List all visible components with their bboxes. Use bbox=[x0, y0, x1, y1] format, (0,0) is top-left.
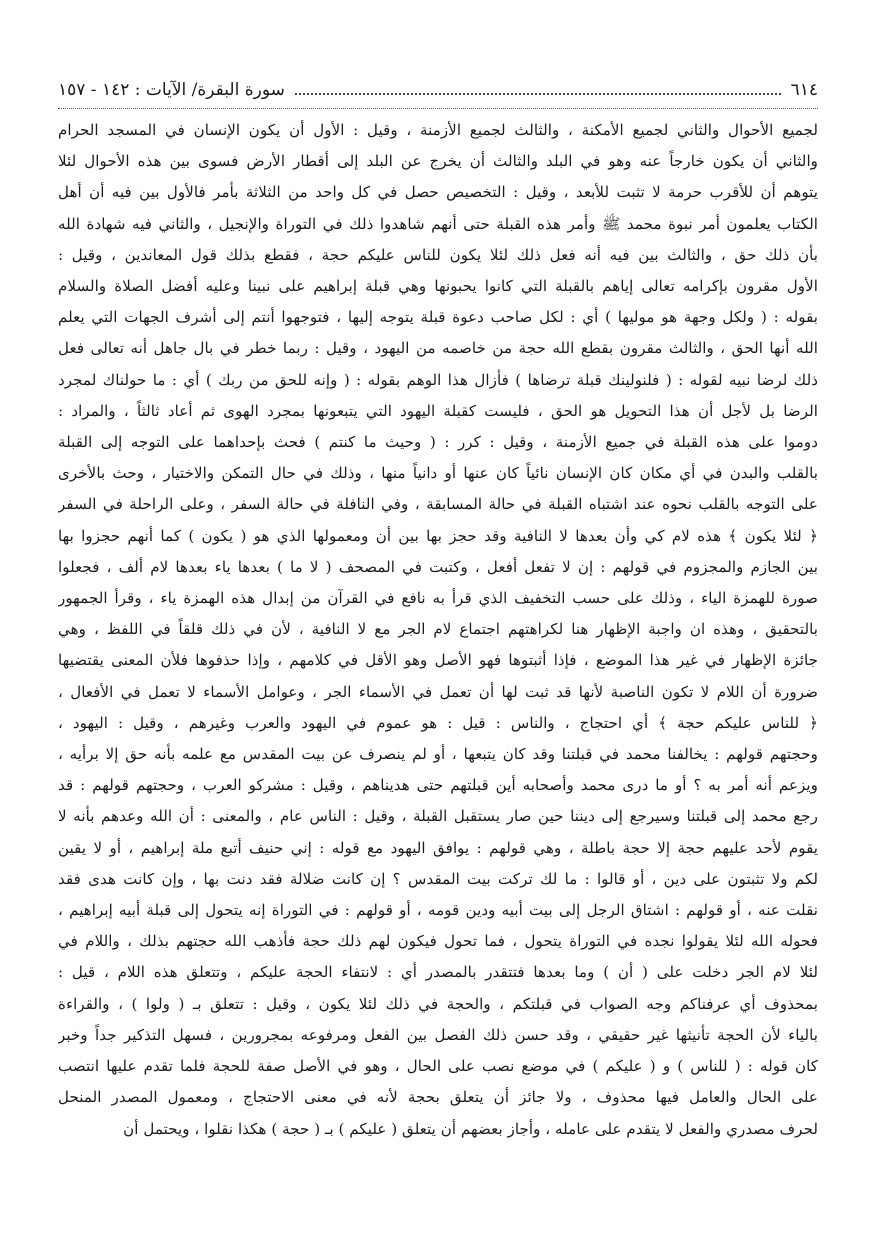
text-line: بالتحقيق ، وهذه ان واجبة الإظهار هنا لكراهتهم اجتماع لام الجر مع لا النافية ، لأن في ذلك قلقاً في اللفظ ، وهي bbox=[58, 620, 818, 639]
text-line: رجع محمد إلى قبلتنا وسيرجع إلى ديننا حين صار يستقبل القبلة ، وقيل : الناس عام ، والمعنى : أن الله وعدهم بأنه لا bbox=[58, 807, 818, 826]
text-line: بمحذوف أي عرفناكم وجه الصواب في قبلتكم ، والحجة في ذلك لئلا يكون ، وقيل : تتعلق بـ ( ولوا ) ، والقراءة bbox=[58, 994, 818, 1013]
text-line: ضرورة أن اللام لا تكون الناصبة لأنها قد ثبت لها أن تعمل في الأسماء الجر ، وعوامل الأسماء لا تعمل في الأفعال ، bbox=[58, 682, 818, 701]
text-line: بأن ذلك حق ، والثالث بين فيه أنه فعل ذلك لئلا يكون للناس عليكم حجة ، فقطع بذلك قول المعاندين ، وقيل : bbox=[58, 245, 818, 264]
text-line: لكم ولا تثبتون على دين ، أو قالوا : ما لك تركت بيت المقدس ؟ إن كانت ضلالة فقد دنت بها ، وإن كانت هدى فقد bbox=[58, 869, 818, 888]
text-line: فحوله الله لئلا يقولوا نجده في التوراة يتحول ، فما تحول فيكون لهم ذلك حجة فأذهب الله حجتهم بذلك ، واللام في bbox=[58, 932, 818, 951]
body-text bbox=[58, 115, 818, 1145]
text-line: الرضا بل لأجل أن هذا التحويل هو الحق ، فليست كقبلة اليهود التي يتبعونها بمجرد الهوى ثم أعاد ثالثاً ، والمراد : bbox=[58, 401, 818, 420]
text-line: على التوجه بالقلب نحوه عند اشتباه القبلة في حالة المسابقة ، وفي النافلة في حالة السفر ، وعلى الراحلة في السفر bbox=[58, 495, 818, 514]
text-line: وحجتهم قولهم : يخالفنا محمد في قبلتنا وقد كان يتبعها ، أو لم ينصرف عن بيت المقدس مع علمه بأنه حق إلا برأيه ، bbox=[58, 745, 818, 764]
text-line: كان قوله : ( للناس ) و ( عليكم ) في موضع نصب على الحال ، وهو في الأصل صفة للحجة فلما تقدم عليها انتصب bbox=[58, 1057, 818, 1076]
text-line: ﴿ لئلا يكون ﴾ هذه لام كي وأن بعدها لا النافية وقد حجز بها بين أن ومعمولها الذي هو ( يكون ) كما أنهم حجزوا بها bbox=[58, 526, 818, 545]
text-line: ويزعم أنه أمر به ؟ أو ما درى محمد وأصحابه أين قبلتهم حتى هديناهم ، وقيل : مشركو العرب ، وحجتهم قولهم : قد bbox=[58, 776, 818, 795]
text-line: صورة للهمزة الياء ، وذلك على حسب التخفيف الذي قرأ به نافع في القرآن من إبدال هذه الهمزة ياء ، وقرأ الجمهور bbox=[58, 589, 818, 608]
text-line: بالياء لأن الحجة تأنيثها غير حقيقي ، وقد حسن ذلك الفصل بين الفعل ومرفوعه بمجرورين ، فسهل التذكير جداً وخبر bbox=[58, 1025, 818, 1044]
text-line: والثاني أن يكون خارجاً عنه وهو في البلد والثالث أن يخرج عن البلد إلى أقطار الأرض فسوى بين هذه الأحوال لئلا bbox=[58, 152, 818, 171]
text-line: بين الجازم والمجزوم في قولهم : إن لا تفعل أفعل ، وكتبت في المصحف ( لا ما ) بعدها ياء بعدها لام ألف ، فجعلوا bbox=[58, 557, 818, 576]
text-line: دوموا على هذه القبلة في جميع الأزمنة ، وقيل : كرر : ( وحيث ما كنتم ) فحث بإحداهما على التوجه إلى القبلة bbox=[58, 433, 818, 452]
section-title: سورة البقرة/ الآيات : ١٤٢ - ١٥٧ bbox=[58, 80, 285, 100]
text-line: الأول مقرون بإكرامه تعالى إياهم بالقبلة التي كانوا يحبونها وهي قبلة إبراهيم على نبينا وعليه أفضل الصلاة والسلام bbox=[58, 277, 818, 296]
text-line: لئلا لام الجر دخلت على ( أن ) وما بعدها فتتقدر بالمصدر أي : لانتفاء الحجة عليكم ، وتتعلق هذه اللام ، قيل : bbox=[58, 963, 818, 982]
text-line: يتوهم أن للأقرب حرمة لا تثبت للأبعد ، وقيل : التخصيص حصل في كل واحد من الثلاثة بأمر فالأول بين فيه أن أهل bbox=[58, 183, 818, 202]
text-line: الكتاب يعلمون أمر نبوة محمد ﷺ وأمر هذه القبلة حتى أنهم شاهدوا ذلك في التوراة والإنجيل ، والثاني فيه شهادة الله bbox=[58, 214, 818, 233]
text-line: بقوله : ( ولكل وجهة هو موليها ) أي : لكل صاحب دعوة قبلة يتوجه إليها ، فتوجهوا أنتم إلى أشرف الجهات التي يعلم bbox=[58, 308, 818, 327]
page-number: ٦١٤ bbox=[790, 80, 818, 100]
text-line: نقلت عنه ، أو قولهم : اشتاق الرجل إلى بيت أبيه ودين قومه ، أو قولهم : في التوراة إنه يتحول إلى قبلة أبيه إبراهيم ، bbox=[58, 901, 818, 920]
text-line: الله أنها الحق ، والثالث مقرون بقطع الله حجة من خاصمه من اليهود ، وقيل : ربما خطر في بال جاهل أنه تعالى فعل bbox=[58, 339, 818, 358]
text-line: لحرف مصدري والفعل لا يتقدم على عامله ، وأجاز بعضهم أن يتعلق ( عليكم ) بـ ( حجة ) هكذا نقلوا ، ويحتمل أن bbox=[123, 1119, 818, 1138]
header-dots bbox=[295, 93, 781, 95]
text-line: ذلك لرضا نبيه لقوله : ( فلنولينك قبلة ترضاها ) فأزال هذا الوهم بقوله : ( وإنه للحق من ربك ) أي : ما حولناك لمجرد bbox=[58, 370, 818, 389]
text-line: بالقلب والبدن في أي مكان كان الإنسان نائياً كان عنها أو دانياً منها ، وذلك في حال التمكن والاختيار ، وحث بالأخرى bbox=[58, 464, 818, 483]
page-header bbox=[58, 80, 818, 109]
text-line: لجميع الأحوال والثاني لجميع الأمكنة ، والثالث لجميع الأزمنة ، وقيل : الأول أن يكون الإنسان في المسجد الحرام bbox=[58, 121, 818, 139]
text-line: جائزة الإظهار في غير هذا الموضع ، فإذا أثبتوها فهو الأصل وهو الأقل في كلامهم ، وإذا حذفوها فلأن المعنى يقتضيها bbox=[58, 651, 818, 670]
text-line: ﴿ للناس عليكم حجة ﴾ أي احتجاج ، والناس : قيل : هو عموم في اليهود والعرب وغيرهم ، وقيل : اليهود ، bbox=[58, 713, 818, 732]
text-line: يقوم لأحد عليهم حجة إلا حجة باطلة ، وهي قولهم : يوافق اليهود مع قوله : إني حنيف أتبع ملة إبراهيم ، أو لا يقين bbox=[58, 838, 818, 857]
text-line: على الحال والعامل فيها محذوف ، ولا جائز أن يتعلق بحجة لأنه في معنى الاحتجاج ، ومعمول المصدر المنحل bbox=[58, 1088, 818, 1107]
book-page bbox=[58, 80, 818, 1145]
